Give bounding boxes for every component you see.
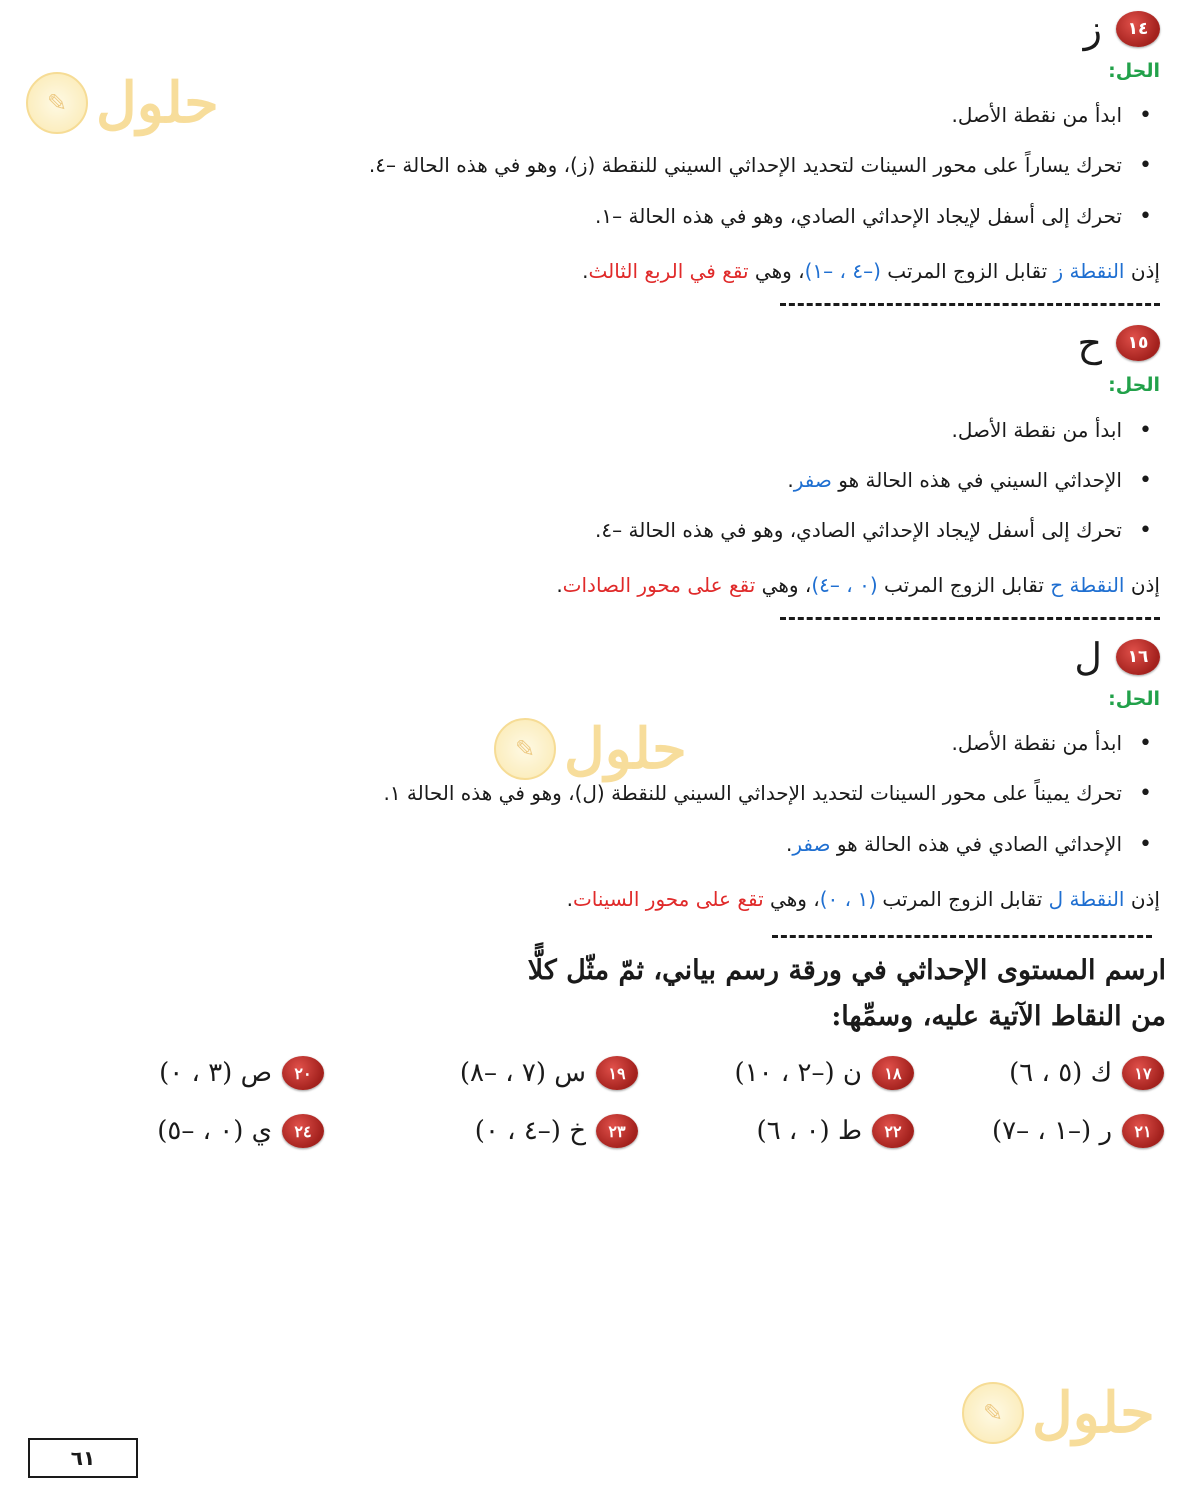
- question-15-header: [1077, 321, 1160, 365]
- exercise-item: [757, 1114, 914, 1148]
- conclusion-text: ، وهي: [763, 887, 820, 911]
- exercise-number-badge: ٢٠: [282, 1056, 324, 1090]
- bullet-step: [786, 832, 1122, 856]
- watermark-logo: [962, 1380, 1155, 1446]
- bullet-text: الإحداثي السيني في هذه الحالة هو: [831, 468, 1122, 492]
- dashed-divider: [780, 617, 1160, 620]
- bullet-dot: .: [787, 468, 794, 492]
- watermark-text: حلول: [1032, 1380, 1155, 1446]
- book-icon: ✎: [494, 718, 556, 780]
- solution-label: الحل:: [1108, 688, 1160, 710]
- exercise-point: ص (٣ ، ٠): [159, 1058, 272, 1088]
- question-letter: ز: [1083, 7, 1102, 51]
- solution-label: الحل:: [1108, 374, 1160, 396]
- point-name: النقطة ل: [1048, 887, 1125, 911]
- dashed-divider: [780, 303, 1160, 306]
- book-icon: ✎: [26, 72, 88, 134]
- exercise-instruction-line-2: من النقاط الآتية عليه، وسمِّها:: [831, 1001, 1166, 1032]
- exercise-number-badge: ١٧: [1122, 1056, 1164, 1090]
- conclusion-text: إذن: [1124, 259, 1160, 283]
- watermark-text: حلول: [96, 70, 219, 136]
- bullet-text: الإحداثي الصادي في هذه الحالة هو: [830, 832, 1122, 856]
- watermark-logo: [26, 70, 219, 136]
- conclusion-text: تقابل الزوج المرتب: [876, 887, 1049, 911]
- exercise-number-badge: ٢٣: [596, 1114, 638, 1148]
- solution-label: الحل:: [1108, 60, 1160, 82]
- bullet-step: ابدأ من نقطة الأصل. •: [952, 418, 1122, 442]
- conclusion-line: [567, 887, 1160, 911]
- conclusion-dot: .: [582, 259, 589, 283]
- exercise-point: ط (٠ ، ٦): [756, 1116, 862, 1146]
- exercise-number-badge: ٢١: [1122, 1114, 1164, 1148]
- conclusion-text: ، وهي: [755, 573, 812, 597]
- conclusion-text: إذن: [1124, 573, 1160, 597]
- question-letter: ل: [1074, 635, 1102, 679]
- exercise-item: [992, 1114, 1164, 1148]
- question-number-badge: ١٦: [1116, 639, 1160, 675]
- conclusion-dot: .: [566, 887, 573, 911]
- exercise-point: ك (٥ ، ٦): [1009, 1058, 1112, 1088]
- ordered-pair: (–٤ ، –١): [804, 259, 881, 283]
- question-14-header: [1083, 7, 1160, 51]
- page-number: ٦١: [28, 1438, 138, 1478]
- book-icon: ✎: [962, 1382, 1024, 1444]
- question-number-badge: ١٥: [1116, 325, 1160, 361]
- conclusion-text: تقابل الزوج المرتب: [877, 573, 1051, 597]
- exercise-instruction-line-1: ارسم المستوى الإحداثي في ورقة رسم بياني، ثمّ مثّل كلًّا: [527, 955, 1166, 986]
- exercise-point: خ (–٤ ، ٠): [474, 1116, 586, 1146]
- zero-value: صفر: [793, 468, 832, 492]
- exercise-number-badge: ١٩: [596, 1056, 638, 1090]
- bullet-step: تحرك يساراً على محور السينات لتحديد الإحداثي السيني للنقطة (ز)، وهو في هذه الحالة –٤. •: [369, 153, 1122, 177]
- exercise-point: س (٧ ، –٨): [459, 1058, 586, 1088]
- ordered-pair: (٠ ، –٤): [811, 573, 878, 597]
- bullet-step: تحرك يميناً على محور السينات لتحديد الإحداثي السيني للنقطة (ل)، وهو في هذه الحالة ١. •: [383, 781, 1122, 805]
- exercise-number-badge: ١٨: [872, 1056, 914, 1090]
- conclusion-text: تقابل الزوج المرتب: [880, 259, 1054, 283]
- location-text: تقع على محور السينات: [572, 887, 764, 911]
- conclusion-text: ، وهي: [748, 259, 805, 283]
- exercise-point: ن (–٢ ، ١٠): [734, 1058, 862, 1088]
- exercise-item: [159, 1056, 324, 1090]
- question-letter: ح: [1077, 321, 1102, 365]
- exercise-item: [157, 1114, 324, 1148]
- exercise-item: [475, 1114, 638, 1148]
- bullet-step: تحرك إلى أسفل لإيجاد الإحداثي الصادي، وهو في هذه الحالة –١. •: [595, 204, 1122, 228]
- conclusion-dot: .: [556, 573, 563, 597]
- dashed-divider: [772, 935, 1152, 938]
- exercise-point: ر (–١ ، –٧): [992, 1116, 1112, 1146]
- bullet-step: ابدأ من نقطة الأصل. •: [952, 731, 1122, 755]
- conclusion-text: إذن: [1124, 887, 1160, 911]
- watermark-logo: [494, 716, 687, 782]
- question-16-header: [1074, 635, 1160, 679]
- ordered-pair: (١ ، ٠): [819, 887, 877, 911]
- question-number-badge: ١٤: [1116, 11, 1160, 47]
- watermark-text: حلول: [564, 716, 687, 782]
- bullet-step: [787, 468, 1122, 492]
- conclusion-line: [582, 259, 1160, 283]
- location-text: تقع في الربع الثالث: [588, 259, 749, 283]
- bullet-dot: .: [785, 832, 793, 856]
- bullet-step: ابدأ من نقطة الأصل. •: [952, 103, 1122, 127]
- exercise-number-badge: ٢٢: [872, 1114, 914, 1148]
- exercise-number-badge: ٢٤: [282, 1114, 324, 1148]
- point-name: النقطة ز: [1053, 259, 1125, 283]
- exercise-item: [460, 1056, 638, 1090]
- exercise-item: [1009, 1056, 1164, 1090]
- location-text: تقع على محور الصادات: [562, 573, 756, 597]
- exercise-item: [735, 1056, 915, 1090]
- exercise-point: ي (٠ ، –٥): [157, 1116, 272, 1146]
- bullet-step: تحرك إلى أسفل لإيجاد الإحداثي الصادي، وهو في هذه الحالة –٤. •: [595, 518, 1122, 542]
- zero-value: صفر: [792, 832, 831, 856]
- conclusion-line: [556, 573, 1160, 597]
- point-name: النقطة ح: [1050, 573, 1125, 597]
